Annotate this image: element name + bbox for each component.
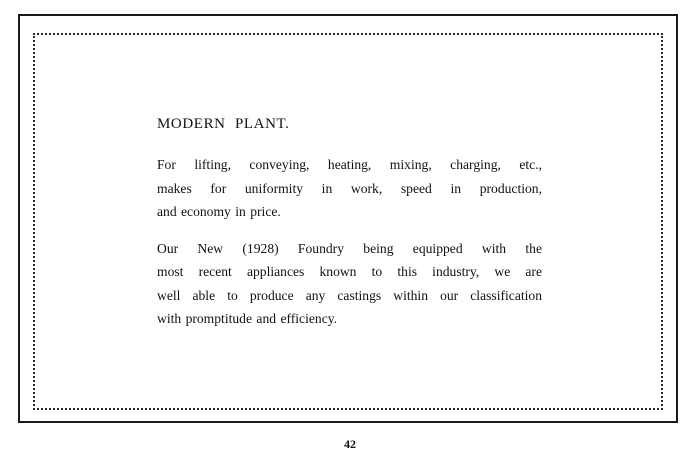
section-heading: MODERN PLANT. <box>157 116 290 132</box>
paragraph-2-line-1: Our New (1928) Foundry being equipped with the <box>157 240 542 256</box>
page-content <box>157 116 542 344</box>
paragraph-1-line-1: For lifting, conveying, heating, mixing, charging, etc., <box>157 157 542 172</box>
paragraph-1 <box>157 153 542 224</box>
paragraph-2-line-4: with promptitude and efficiency. <box>157 311 338 326</box>
page-number: 42 <box>344 437 356 451</box>
paragraph-1-line-3: and economy in price. <box>157 204 281 219</box>
paragraph-1-line-2: makes for uniformity in work, speed in production, <box>157 180 542 196</box>
paragraph-2 <box>157 237 542 331</box>
paragraph-2-line-3: well able to produce any castings within our classification <box>157 287 542 303</box>
paragraph-2-line-2: most recent appliances known to this industry, we are <box>157 264 542 279</box>
